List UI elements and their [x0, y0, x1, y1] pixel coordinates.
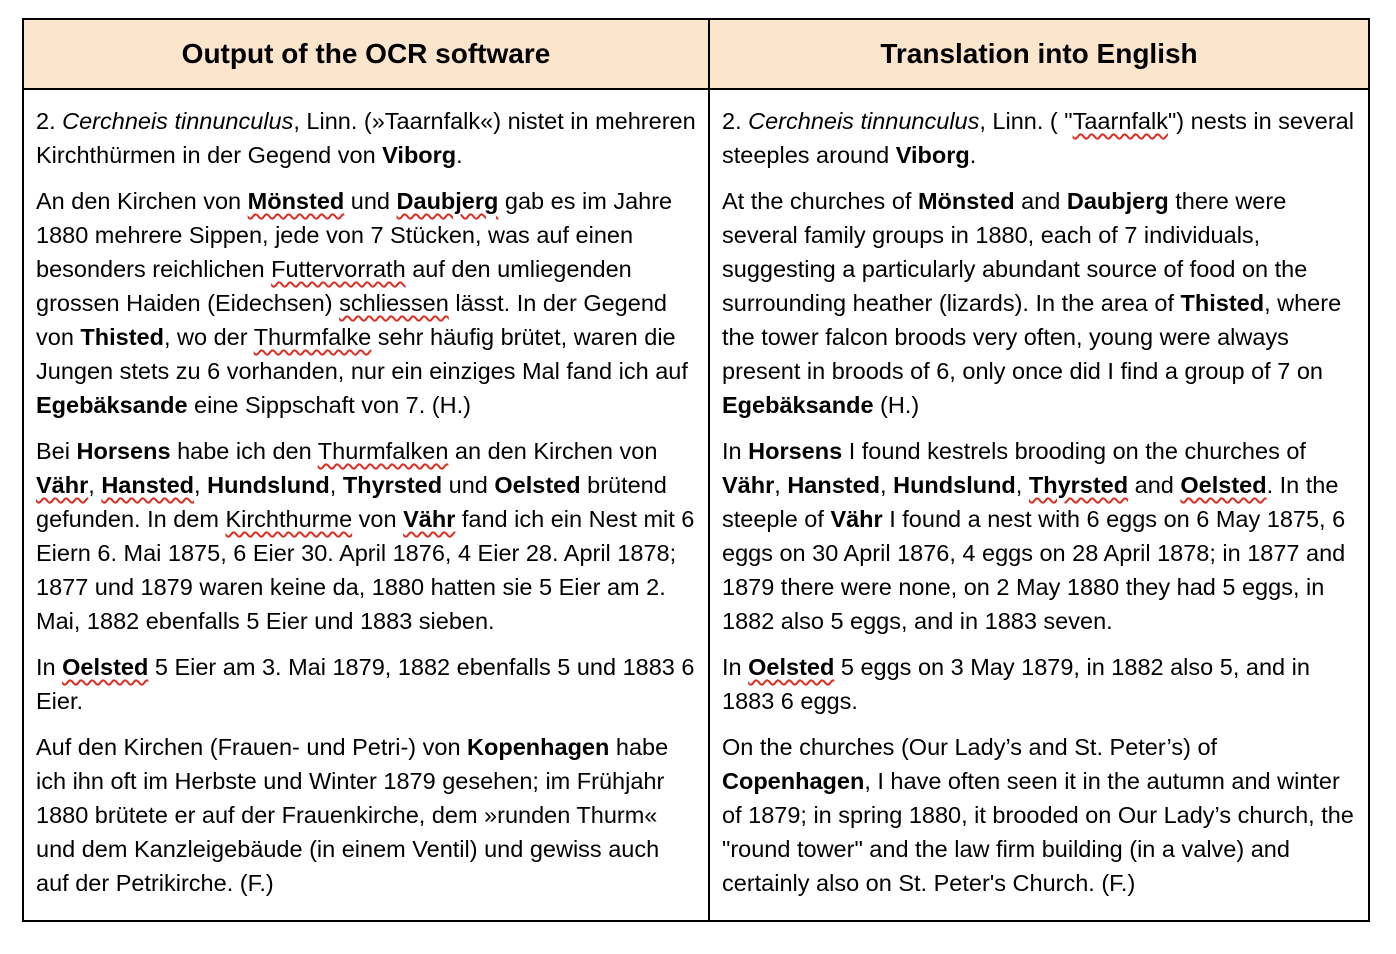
- text-run: habe ich den: [170, 438, 318, 464]
- text-run: and: [1014, 188, 1067, 214]
- species-name: Cerchneis tinnunculus: [62, 108, 294, 134]
- text-run: ,: [774, 472, 788, 498]
- body-row: [23, 89, 1369, 921]
- bold-term: Viborg: [895, 142, 970, 168]
- text-run: ,: [329, 472, 343, 498]
- text-run: ") nests in several steeples around: [722, 108, 1354, 168]
- text-run: ,: [880, 472, 894, 498]
- text-run: gab es im Jahre 1880 mehrere Sippen, jede von 7 Stücken, was auf einen besonders reichlichen: [36, 188, 673, 282]
- translation-paragraph: [722, 104, 1356, 172]
- text-run: , Linn. ( ": [979, 108, 1073, 134]
- text-run: there were several family groups in 1880, each of 7 individuals, suggesting a particularly abundant source of food on the surrounding heather (lizards). In the area of: [722, 188, 1308, 316]
- text-run: I found a nest with 6 eggs on 6 May 1875, 6 eggs on 30 April 1876, 4 eggs on 28 April 1878; in 1877 and 1879 there were none, on 2 May 1880 they had 5 eggs, in 1882 also 5 eggs, and in 1883 seven.: [722, 506, 1346, 634]
- text-run: On the churches (Our Lady’s and St. Peter’s) of: [722, 734, 1218, 760]
- text-run: In: [722, 654, 749, 680]
- ocr-paragraph: [36, 434, 696, 638]
- bold-term: Viborg: [382, 142, 457, 168]
- text-run: sehr häufig brütet, waren die Jungen stets zu 6 vorhanden, nur ein einziges Mal fand ich auf: [36, 324, 688, 384]
- text-run: , I have often seen it in the autumn and winter of 1879; in spring 1880, it brooded on Our Lady’s church, the "round tower" and the law firm building (in a valve) and certainly also on St. Peter's Church. (F.): [722, 768, 1354, 896]
- spellcheck-flagged-word: Vähr: [403, 506, 456, 532]
- text-run: .: [969, 142, 977, 168]
- text-run: . In the steeple of: [722, 472, 1339, 532]
- spellcheck-flagged-word: Mönsted: [247, 188, 345, 214]
- text-run: , where the tower falcon broods very often, young were always present in broods of 6, only once did I find a group of 7 on: [722, 290, 1342, 384]
- translation-cell: [709, 89, 1369, 921]
- spellcheck-flagged-word: Thyrsted: [1028, 472, 1129, 498]
- text-run: (H.): [873, 392, 920, 418]
- text-run: habe ich ihn oft im Herbste und Winter 1879 gesehen; im Frühjahr 1880 brütete er auf der Frauenkirche, dem »runden Thurm« und dem Kanzleigebäude (in einem Ventil) und gewiss auch auf der Petrikirche. (F.): [36, 734, 669, 896]
- ocr-output-cell: [23, 89, 709, 921]
- ocr-paragraph: [36, 184, 696, 422]
- bold-term: Kopenhagen: [467, 734, 610, 760]
- bold-term: Daubjerg: [1066, 188, 1169, 214]
- bold-term: Thisted: [1180, 290, 1265, 316]
- text-run: auf den umliegenden grossen Haiden (Eidechsen): [36, 256, 632, 316]
- text-run: fand ich ein Nest mit 6 Eiern 6. Mai 1875, 6 Eier 30. April 1876, 4 Eier 28. April 1878; 1877 und 1879 waren keine da, 1880 hatten sie 5 Eier am 2. Mai, 1882 ebenfalls 5 Eier und 1883 sieben.: [36, 506, 695, 634]
- spellcheck-flagged-word: Oelsted: [748, 654, 835, 680]
- bold-term: Egebäksande: [36, 392, 188, 418]
- comparison-table: [22, 18, 1370, 922]
- bold-term: Vähr: [722, 472, 775, 498]
- translation-paragraph: [722, 650, 1356, 718]
- translation-column-header: Translation into English: [709, 19, 1369, 89]
- bold-term: Hundslund: [207, 472, 330, 498]
- ocr-column-header: Output of the OCR software: [23, 19, 709, 89]
- spellcheck-flagged-word: Taarnfalk: [1072, 108, 1168, 134]
- spellcheck-flagged-word: Daubjerg: [396, 188, 499, 214]
- bold-term: Hundslund: [893, 472, 1016, 498]
- text-run: In: [722, 438, 749, 464]
- text-run: , wo der: [163, 324, 254, 350]
- bold-term: Egebäksande: [722, 392, 874, 418]
- text-run: ,: [1015, 472, 1029, 498]
- text-run: lässt. In der Gegend von: [36, 290, 667, 350]
- text-run: von: [352, 506, 404, 532]
- text-run: An den Kirchen von: [36, 188, 248, 214]
- spellcheck-flagged-word: Thurmfalken: [317, 438, 449, 464]
- spellcheck-flagged-word: Oelsted: [1180, 472, 1267, 498]
- text-run: Bei: [36, 438, 77, 464]
- text-run: .: [456, 142, 463, 168]
- spellcheck-flagged-word: Kirchthurme: [225, 506, 353, 532]
- translation-paragraph: [722, 434, 1356, 638]
- ocr-paragraph: [36, 730, 696, 900]
- bold-term: Copenhagen: [722, 768, 865, 794]
- text-run: Auf den Kirchen (Frauen- und Petri-) von: [36, 734, 468, 760]
- bold-term: Horsens: [748, 438, 843, 464]
- text-run: I found kestrels brooding on the churches of: [842, 438, 1306, 464]
- spellcheck-flagged-word: Vähr: [36, 472, 89, 498]
- bold-term: Hansted: [787, 472, 881, 498]
- text-run: an den Kirchen von: [448, 438, 658, 464]
- text-run: eine Sippschaft von 7. (H.): [187, 392, 471, 418]
- text-run: , Linn. (»Taarnfalk«) nistet in mehreren Kirchthürmen in der Gegend von: [36, 108, 696, 168]
- text-run: 5 Eier am 3. Mai 1879, 1882 ebenfalls 5 und 1883 6 Eier.: [36, 654, 695, 714]
- text-run: und: [442, 472, 495, 498]
- translation-paragraph: [722, 730, 1356, 900]
- spellcheck-flagged-word: Thurmfalke: [253, 324, 372, 350]
- ocr-paragraph: [36, 104, 696, 172]
- text-run: In: [36, 654, 63, 680]
- header-row: [23, 19, 1369, 89]
- text-run: 5 eggs on 3 May 1879, in 1882 also 5, and in 1883 6 eggs.: [722, 654, 1310, 714]
- spellcheck-flagged-word: Oelsted: [62, 654, 149, 680]
- text-run: 2.: [36, 108, 63, 134]
- bold-term: Thyrsted: [342, 472, 443, 498]
- spellcheck-flagged-word: Futtervorrath: [271, 256, 406, 282]
- translation-paragraph: [722, 184, 1356, 422]
- ocr-paragraph: [36, 650, 696, 718]
- text-run: At the churches of: [722, 188, 918, 214]
- text-run: brütend gefunden. In dem: [36, 472, 667, 532]
- bold-term: Horsens: [76, 438, 171, 464]
- bold-term: Mönsted: [917, 188, 1015, 214]
- spellcheck-flagged-word: schliessen: [339, 290, 449, 316]
- text-run: ,: [88, 472, 102, 498]
- text-run: ,: [194, 472, 208, 498]
- bold-term: Thisted: [80, 324, 164, 350]
- species-name: Cerchneis tinnunculus: [748, 108, 980, 134]
- spellcheck-flagged-word: Hansted: [101, 472, 195, 498]
- bold-term: Vähr: [830, 506, 883, 532]
- text-run: and: [1128, 472, 1181, 498]
- bold-term: Oelsted: [494, 472, 581, 498]
- text-run: und: [344, 188, 397, 214]
- text-run: 2.: [722, 108, 749, 134]
